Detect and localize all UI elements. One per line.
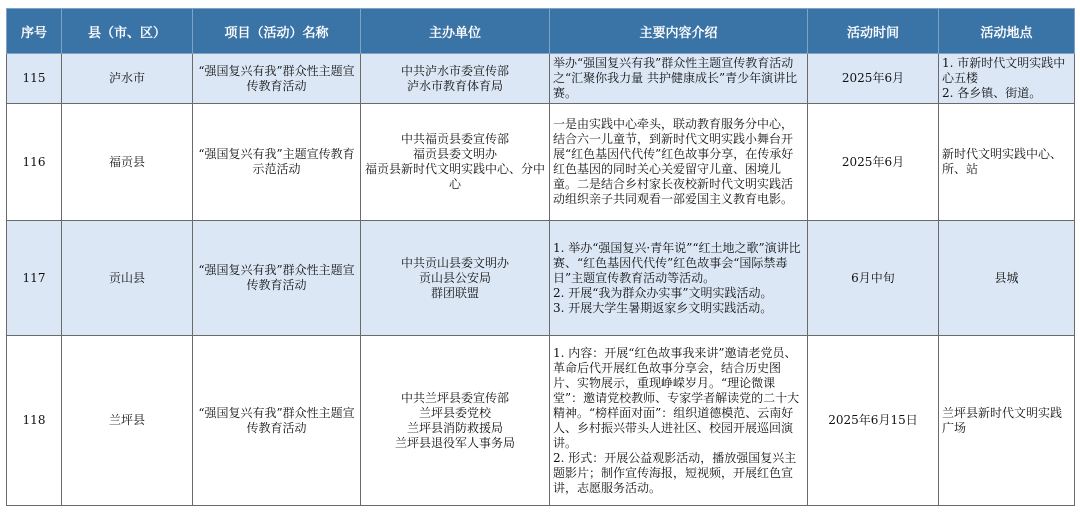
content-paragraph: 举办“强国复兴有我”群众性主题宣传教育活动之“汇聚你我力量 共护健康成长”青少年演讲比赛。 xyxy=(553,56,798,100)
cell-content xyxy=(550,221,808,336)
location-line: 1. 市新时代文明实践中心五楼 xyxy=(942,56,1066,85)
organizer-line: 中共泸水市委宣传部 xyxy=(400,63,509,78)
location-line: 新时代文明实践中心、所、站 xyxy=(942,147,1063,176)
header-no: 序号 xyxy=(7,9,62,54)
organizer-line: 贡山县公安局 xyxy=(418,270,491,285)
organizer-line: 兰坪县委党校 xyxy=(418,405,491,420)
header-organizer: 主办单位 xyxy=(361,9,550,54)
organizer-line: 兰坪县消防救援局 xyxy=(406,420,503,435)
content-paragraph: 1. 举办“强国复兴·青年说”“红土地之歌”演讲比赛、“红色基因代代传”红色故事会“国际禁毒日”主题宣传教育活动等活动。 xyxy=(553,240,801,285)
cell-organizers xyxy=(361,104,550,221)
cell-county: 福贡县 xyxy=(62,104,193,221)
location-line: 县城 xyxy=(994,270,1019,285)
cell-time: 2025年6月 xyxy=(808,54,939,104)
cell-content xyxy=(550,336,808,506)
content-paragraph: 2. 开展“我为群众办实事”文明实践活动。 xyxy=(553,285,773,300)
cell-location xyxy=(939,54,1075,104)
content-paragraph: 一是由实践中心牵头，联动教育服务分中心，结合六一儿童节，到新时代文明实践小舞台开展“红色基因代代传”红色故事分享，在传承好红色基因的同时关心关爱留守儿童、困境儿童。二是结合乡村家长夜校新时代文明实践活动组织亲子共同观看一部爱国主义教育电影。 xyxy=(553,117,794,206)
cell-location xyxy=(939,221,1075,336)
cell-time: 2025年6月15日 xyxy=(808,336,939,506)
location-line: 兰坪县新时代文明实践广场 xyxy=(942,405,1063,435)
cell-organizers xyxy=(361,336,550,506)
header-time: 活动时间 xyxy=(808,9,939,54)
organizer-line: 群团联盟 xyxy=(430,285,479,300)
header-content: 主要内容介绍 xyxy=(550,9,808,54)
organizer-line: 中共福贡县委宣传部 xyxy=(400,132,509,146)
cell-no: 118 xyxy=(7,336,62,506)
cell-organizers xyxy=(361,54,550,104)
cell-content xyxy=(550,54,808,104)
cell-county: 泸水市 xyxy=(62,54,193,104)
cell-time: 6月中旬 xyxy=(808,221,939,336)
cell-project: “强国复兴有我”群众性主题宣传教育活动 xyxy=(193,54,361,104)
cell-no: 116 xyxy=(7,104,62,221)
content-paragraph: 1. 内容：开展“红色故事我来讲”邀请老党员、革命后代开展红色故事分享会，结合历史图片、实物展示，重现峥嵘岁月。“理论微课堂”：邀请党校教师、专家学者解读党的二十大精神。“榜样面对面”：组织道德模范、云南好人、乡村振兴带头人进社区、校园开展巡回演讲。 xyxy=(553,345,800,450)
organizer-line: 泸水市教育体育局 xyxy=(406,78,503,93)
cell-no: 117 xyxy=(7,221,62,336)
header-location: 活动地点 xyxy=(939,9,1075,54)
cell-project: “强国复兴有我”群众性主题宣传教育活动 xyxy=(193,336,361,506)
cell-no: 115 xyxy=(7,54,62,104)
table-row xyxy=(7,221,1075,336)
organizer-line: 福贡县新时代文明实践中心、分中心 xyxy=(364,162,545,191)
cell-county: 贡山县 xyxy=(62,221,193,336)
cell-content xyxy=(550,104,808,221)
organizer-line: 兰坪县退役军人事务局 xyxy=(394,435,515,450)
cell-location xyxy=(939,104,1075,221)
header-county: 县（市、区） xyxy=(62,9,193,54)
table-row xyxy=(7,104,1075,221)
organizer-line: 中共兰坪县委宣传部 xyxy=(400,390,509,405)
cell-project: “强国复兴有我”群众性主题宣传教育活动 xyxy=(193,221,361,336)
cell-time: 2025年6月 xyxy=(808,104,939,221)
location-line: 2. 各乡镇、街道。 xyxy=(942,86,1042,100)
header-project: 项目（活动）名称 xyxy=(193,9,361,54)
cell-location xyxy=(939,336,1075,506)
table-row xyxy=(7,54,1075,104)
organizer-line: 中共贡山县委文明办 xyxy=(400,255,509,270)
cell-organizers xyxy=(361,221,550,336)
cell-county: 兰坪县 xyxy=(62,336,193,506)
table-row xyxy=(7,336,1075,506)
activity-table xyxy=(6,8,1075,506)
header-row xyxy=(7,9,1075,54)
cell-project: “强国复兴有我”主题宣传教育示范活动 xyxy=(193,104,361,221)
organizer-line: 福贡县委文明办 xyxy=(412,147,497,161)
content-paragraph: 2. 形式：开展公益观影活动，播放强国复兴主题影片；制作宣传海报，短视频，开展红色宣讲，志愿服务活动。 xyxy=(553,450,797,495)
content-paragraph: 3. 开展大学生暑期返家乡文明实践活动。 xyxy=(553,300,773,315)
